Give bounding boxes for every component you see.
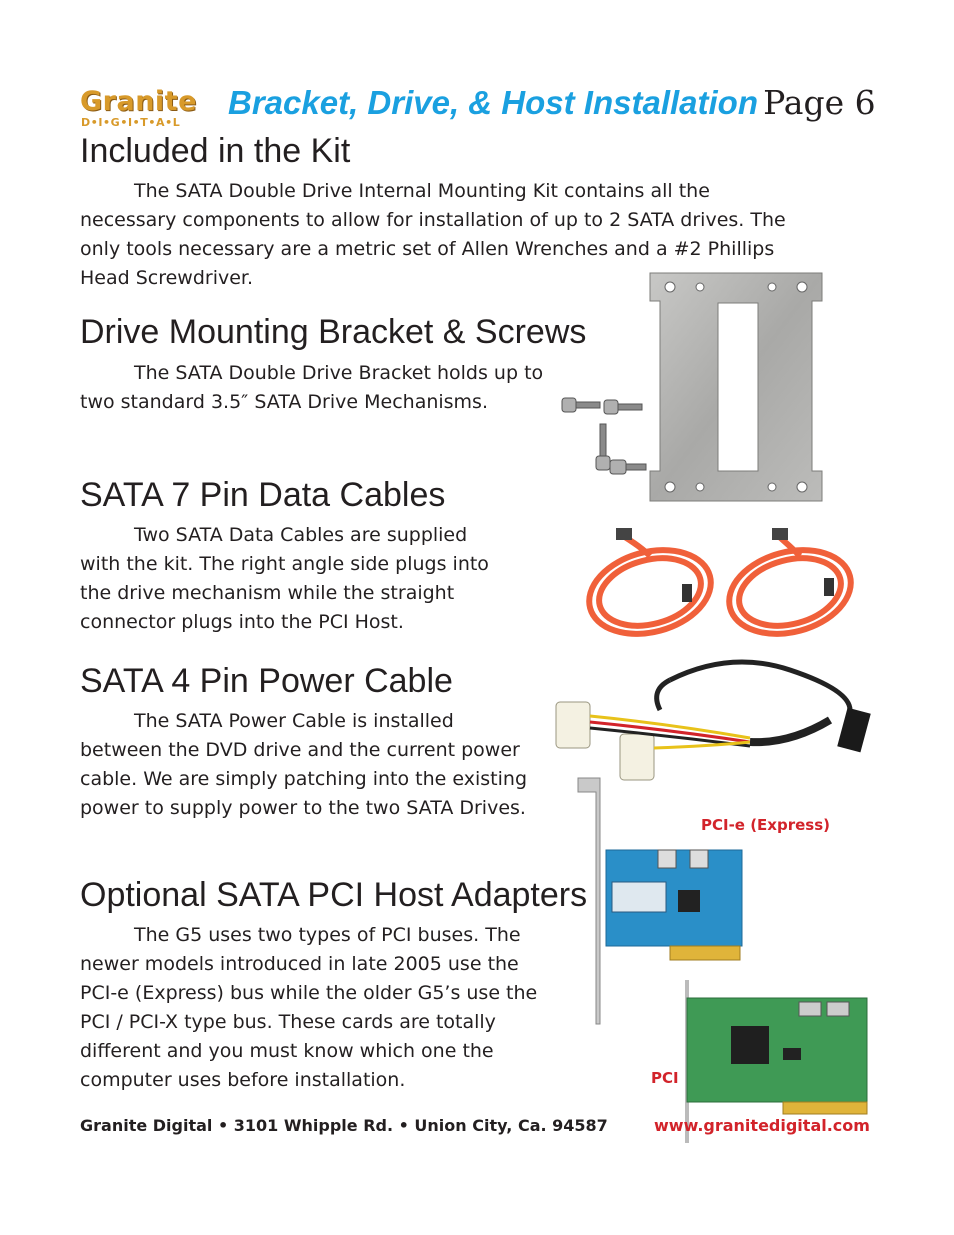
footer-address: Granite Digital • 3101 Whipple Rd. • Union City, Ca. 94587 (80, 1116, 608, 1135)
pci-label: PCI (651, 1069, 679, 1087)
section-text-host-adapters (80, 921, 580, 1095)
text-line: different and you must know which one the (80, 1040, 494, 1062)
text-line: between the DVD drive and the current power (80, 739, 520, 761)
bracket-slot (718, 303, 758, 471)
page-header (228, 83, 876, 122)
section-heading-host-adapters: Optional SATA PCI Host Adapters (80, 876, 588, 914)
data-cable (580, 534, 720, 647)
section-text-bracket (80, 359, 600, 417)
text-line: necessary components to allow for installation of up to 2 SATA drives. The (80, 209, 786, 231)
text-line: only tools necessary are a metric set of Allen Wrenches and a #2 Phillips (80, 238, 775, 260)
sleeved-cable (750, 720, 830, 742)
screws-image (560, 394, 650, 494)
section-heading-bracket: Drive Mounting Bracket & Screws (80, 313, 587, 351)
mounting-bracket-image (650, 273, 830, 503)
screw (596, 424, 610, 470)
text-line: The SATA Double Drive Internal Mounting Kit contains all the (134, 180, 710, 202)
text-line: newer models introduced in late 2005 use the (80, 953, 519, 975)
sata-data-cables-image (580, 526, 880, 646)
screw (604, 400, 642, 414)
screw (610, 460, 646, 474)
pcie-label: PCI-e (Express) (701, 816, 831, 834)
pcie-edge-connector (670, 946, 740, 960)
text-line: two standard 3.5″ SATA Drive Mechanisms. (80, 391, 488, 413)
text-line: Two SATA Data Cables are supplied (134, 524, 468, 546)
text-line: computer uses before installation. (80, 1069, 406, 1091)
text-line: the drive mechanism while the straight (80, 582, 455, 604)
card-bracket (578, 778, 600, 1024)
logo-subtitle: D•I•G•I•T•A•L (81, 116, 181, 129)
sleeved-cable (670, 662, 850, 710)
section-heading-data-cables: SATA 7 Pin Data Cables (80, 476, 446, 514)
text-line: power to supply power to the two SATA Drives. (80, 797, 526, 819)
section-text-data-cables (80, 521, 560, 637)
logo-wordmark: Granite (80, 86, 197, 117)
section-text-power-cable (80, 707, 580, 823)
data-cable (720, 534, 860, 647)
text-line: connector plugs into the PCI Host. (80, 611, 404, 633)
text-line: PCI / PCI-X type bus. These cards are totally (80, 1011, 496, 1033)
text-line: with the kit. The right angle side plugs into (80, 553, 489, 575)
page-number: Page 6 (763, 83, 876, 122)
footer-website-link[interactable]: www.granitedigital.com (654, 1116, 870, 1135)
section-heading-kit: Included in the Kit (80, 132, 351, 170)
granite-logo (80, 86, 195, 132)
pci-edge-connector (783, 1102, 867, 1114)
section-heading-power-cable: SATA 4 Pin Power Cable (80, 662, 453, 700)
text-line: The G5 uses two types of PCI buses. The (134, 924, 521, 946)
page-title: Bracket, Drive, & Host Installation (228, 84, 758, 121)
text-line: cable. We are simply patching into the existing (80, 768, 528, 790)
text-line: The SATA Double Drive Bracket holds up to (134, 362, 544, 384)
text-line: PCI-e (Express) bus while the older G5’s use the (80, 982, 538, 1004)
text-line: The SATA Power Cable is installed (134, 710, 454, 732)
screw (562, 398, 600, 412)
molex-connector (556, 702, 590, 748)
sata-power-cable-image (550, 650, 880, 790)
sata-power-connector (837, 708, 871, 753)
text-line: Head Screwdriver. (80, 267, 254, 289)
